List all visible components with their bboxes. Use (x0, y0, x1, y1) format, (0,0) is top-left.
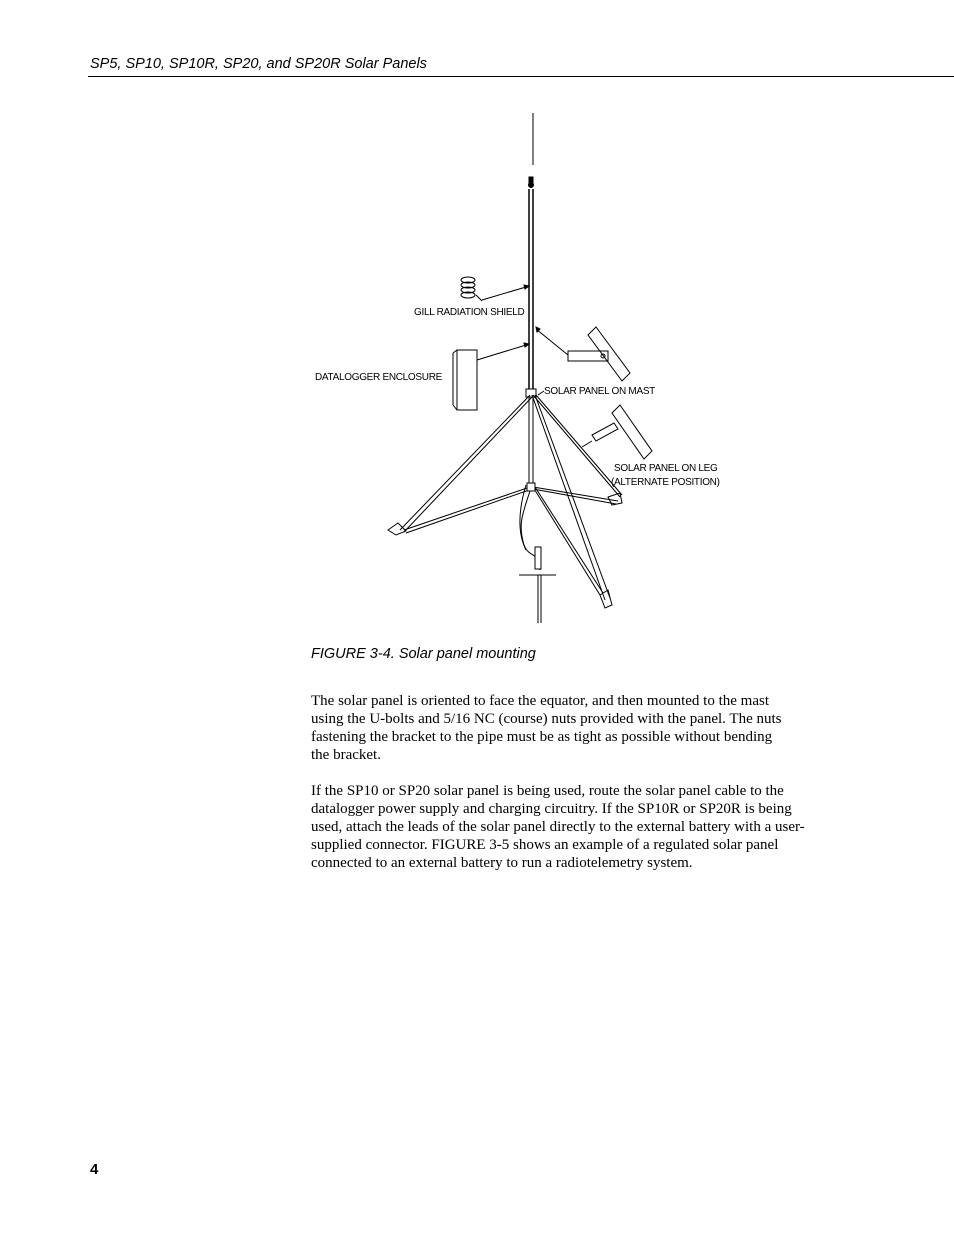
solar-panel-on-mast-drawing (536, 327, 630, 381)
paragraph-line: datalogger power supply and charging circuitry. If the SP10R or SP20R is being (311, 801, 792, 817)
label-solar-panel-on-mast: SOLAR PANEL ON MAST (544, 386, 655, 397)
label-gill-radiation-shield: GILL RADIATION SHIELD (414, 307, 525, 318)
header-rule (88, 76, 954, 77)
mast (529, 189, 533, 485)
figure-solar-panel-mounting (300, 105, 760, 625)
tripod-legs (400, 395, 622, 600)
paragraph-line: The solar panel is oriented to face the equator, and then mounted to the mast (311, 693, 769, 709)
paragraph-cable-routing (311, 782, 841, 872)
paragraph-line: supplied connector. FIGURE 3-5 shows an example of a regulated solar panel (311, 837, 779, 853)
paragraph-line: fastening the bracket to the pipe must be as tight as possible without bending (311, 729, 773, 745)
running-header: SP5, SP10, SP10R, SP20, and SP20R Solar Panels (90, 56, 427, 72)
figure-caption: FIGURE 3-4. Solar panel mounting (311, 646, 536, 662)
label-alternate-position: (ALTERNATE POSITION) (611, 477, 720, 488)
ground-clamp (535, 547, 541, 569)
foot-front (600, 590, 612, 608)
paragraph-line: using the U-bolts and 5/16 NC (course) nuts provided with the panel. The nuts (311, 711, 782, 727)
tripod-illustration (300, 105, 760, 625)
paragraph-line: used, attach the leads of the solar panel directly to the external battery with a user- (311, 819, 805, 835)
solar-panel-on-leg-drawing (582, 405, 652, 459)
paragraph-orientation (311, 692, 841, 764)
paragraph-line: connected to an external battery to run a radiotelemetry system. (311, 855, 693, 871)
paragraph-line: If the SP10 or SP20 solar panel is being used, route the solar panel cable to the (311, 783, 784, 799)
gill-radiation-shield-drawing (461, 277, 529, 301)
foot-left (388, 523, 406, 535)
paragraph-line: the bracket. (311, 747, 381, 763)
label-datalogger-enclosure: DATALOGGER ENCLOSURE (315, 372, 442, 383)
page-number: 4 (90, 1161, 99, 1178)
datalogger-enclosure-drawing (453, 343, 529, 410)
label-solar-panel-on-leg: SOLAR PANEL ON LEG (614, 463, 718, 474)
